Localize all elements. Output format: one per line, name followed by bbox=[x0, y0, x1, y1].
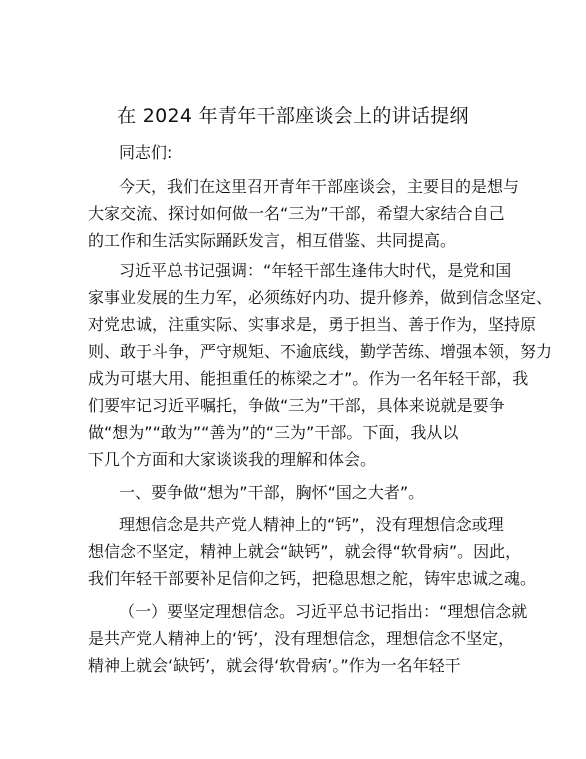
paragraph-line: 今天，我们在这里召开青年干部座谈会，主要目的是想与 bbox=[119, 177, 520, 196]
paragraph-line: 习近平总书记强调：“年轻干部生逢伟大时代，是党和国 bbox=[119, 261, 512, 280]
paragraph-line: 下几个方面和大家谈谈我的理解和体会。 bbox=[88, 450, 377, 469]
document-title: 在 2024 年青年干部座谈会上的讲话提纲 bbox=[117, 105, 469, 127]
salutation: 同志们: bbox=[119, 143, 173, 162]
paragraph-line: 则、敢于斗争，严守规矩、不逾底线，勤学苦练、增强本领，努力 bbox=[88, 342, 553, 361]
paragraph-line: （一）要坚定理想信念。习近平总书记指出：“理想信念就 bbox=[119, 602, 528, 621]
paragraph-line: 的工作和生活实际踊跃发言，相互借鉴、共同提高。 bbox=[88, 231, 457, 250]
paragraph-line: 大家交流、探讨如何做一名“三为”干部，希望大家结合自己 bbox=[88, 204, 505, 223]
paragraph-line: 理想信念是共产党人精神上的“钙”，没有理想信念或理 bbox=[119, 515, 504, 534]
paragraph-line: 是共产党人精神上的‘钙’，没有理想信念，理想信念不坚定， bbox=[88, 629, 515, 648]
paragraph-line: 我们年轻干部要补足信仰之钙，把稳思想之舵，铸牢忠诚之魂。 bbox=[88, 569, 537, 588]
paragraph-line: 家事业发展的生力军，必须练好内功、提升修养，做到信念坚定、 bbox=[88, 288, 553, 307]
paragraph-line: 成为可堪大用、能担重任的栋梁之才”。作为一名年轻干部，我 bbox=[88, 369, 529, 388]
paragraph-line: 精神上就会‘缺钙’，就会得‘软骨病’。”作为一名年轻干 bbox=[88, 656, 461, 675]
paragraph-line: 对党忠诚，注重实际、实事求是，勇于担当、善于作为，坚持原 bbox=[88, 315, 537, 334]
paragraph-line: 做“想为”“敢为”“善为”的“三为”干部。下面，我从以 bbox=[88, 423, 459, 442]
paragraph-line: 想信念不坚定，精神上就会“缺钙”，就会得“软骨病”。因此， bbox=[88, 542, 522, 561]
paragraph-line: 们要牢记习近平嘱托，争做“三为”干部，具体来说就是要争 bbox=[88, 396, 505, 415]
section-heading: 一、要争做“想为”干部，胸怀“国之大者”。 bbox=[119, 483, 425, 502]
